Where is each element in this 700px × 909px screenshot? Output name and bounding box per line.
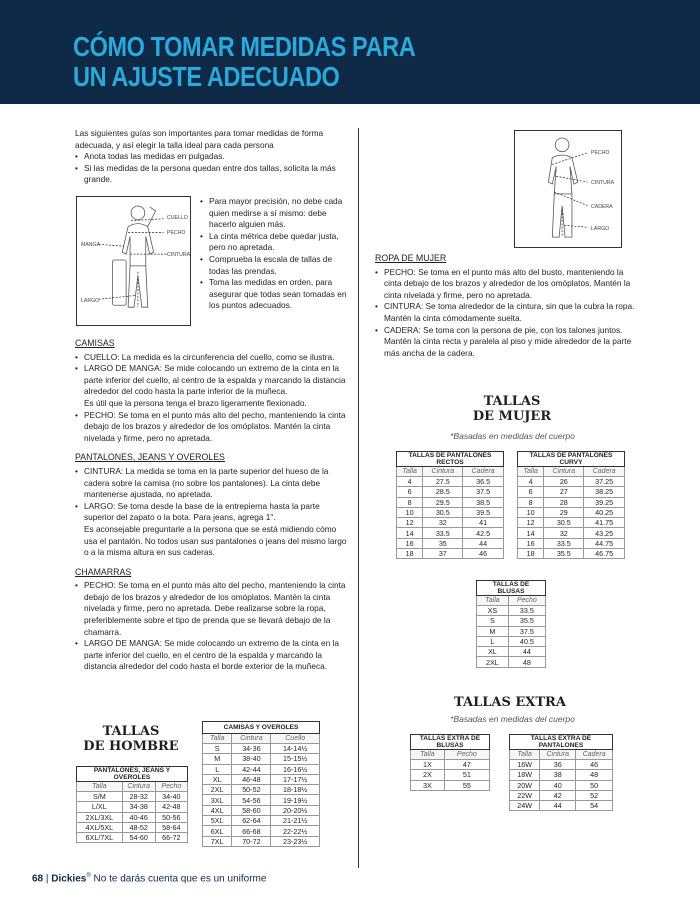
table-row	[477, 616, 546, 626]
table-cell: 34-38	[122, 802, 155, 812]
chamarras-list	[75, 580, 347, 673]
table-cell: 4XL	[203, 805, 232, 815]
table-cell: 14	[397, 528, 423, 538]
table-cell: 21-21½	[271, 816, 320, 826]
table-header: Cadera	[463, 467, 504, 477]
table-row	[203, 836, 320, 846]
label-cadera: CADERA	[591, 204, 613, 210]
table-cell: M	[477, 626, 509, 636]
table-row	[203, 795, 320, 805]
table-cell: 4XL/5XL	[77, 822, 123, 832]
table-cell: 12	[518, 518, 544, 528]
table-row	[510, 780, 613, 790]
table-header: Talla	[411, 750, 445, 760]
table-header: Cadera	[576, 750, 613, 760]
label-manga: MANGA	[81, 242, 101, 248]
table-cell: S/M	[77, 792, 123, 802]
table-cell: 40.5	[508, 636, 545, 646]
pantalones-list	[75, 466, 347, 559]
table-cell: 19-19½	[271, 795, 320, 805]
list-item	[75, 363, 347, 409]
label-largo: LARGO	[591, 226, 610, 232]
list-item: • PECHO: Se toma en el punto más alto del pecho, manteniendo la cinta debajo de los brazos y alrededor de los omóplatos. Mantén la cinta nivelada y firme, pero no apretada.	[75, 410, 347, 445]
table-cell: 6	[397, 487, 423, 497]
table-header: Talla	[77, 782, 123, 792]
table-header: Talla	[518, 467, 544, 477]
label-pecho: PECHO	[591, 150, 610, 156]
footer-separator: |	[45, 873, 49, 885]
table-cell: 46.75	[584, 549, 625, 559]
table-cell: 38.5	[463, 497, 504, 507]
table-cell: 15-15½	[271, 754, 320, 764]
table-cell: 52	[576, 790, 613, 800]
table-cell: 40-46	[122, 812, 155, 822]
table-cell: 2XL/3XL	[77, 812, 123, 822]
table-row	[477, 626, 546, 636]
table-cell: 36.5	[463, 477, 504, 487]
table-cell: 54	[576, 801, 613, 811]
table-row	[477, 657, 546, 667]
table-cell: 44	[540, 801, 576, 811]
table-cell: 2X	[411, 770, 445, 780]
table-row	[477, 606, 546, 616]
table-cell: 22-22½	[271, 826, 320, 836]
women-curvy-pants-table	[517, 451, 625, 559]
table-body	[77, 792, 188, 843]
table-body	[510, 760, 613, 811]
men-shirts-table	[202, 721, 320, 847]
table-cell: 48	[508, 657, 545, 667]
table-cell: 16	[518, 538, 544, 548]
table-row	[510, 770, 613, 780]
table-cell: 16	[397, 538, 423, 548]
mujer-list	[375, 267, 637, 360]
table-row	[203, 826, 320, 836]
footer-tagline: No te darás cuenta que es un uniforme	[93, 873, 267, 885]
table-row	[518, 538, 625, 548]
table-row	[77, 802, 188, 812]
table-cell: 44.75	[584, 538, 625, 548]
table-cell: 14-14½	[271, 744, 320, 754]
table-cell: 33.5	[544, 538, 584, 548]
table-row	[397, 528, 504, 538]
table-row	[397, 518, 504, 528]
table-cell: 18	[397, 549, 423, 559]
table-header: Cadera	[584, 467, 625, 477]
table-row	[411, 770, 490, 780]
list-item: • CINTURA: La medida se toma en la parte superior del hueso de la cadera sobre la camisa (no sobre los pantalones). La cinta debe mantenerse ajustada, no apretada.	[75, 466, 347, 501]
column-divider	[358, 128, 359, 868]
extra-pants-table	[509, 734, 613, 811]
table-row	[397, 477, 504, 487]
table-cell: 37.5	[508, 626, 545, 636]
table-cell: 54-60	[122, 833, 155, 843]
table-cell: 39.5	[463, 507, 504, 517]
table-header: Pecho	[155, 782, 187, 792]
table-row	[397, 549, 504, 559]
table-cell: 50-56	[155, 812, 187, 822]
table-cell: 16W	[510, 760, 540, 770]
table-row	[477, 647, 546, 657]
table-row	[510, 801, 613, 811]
label-largo: LARGO	[81, 298, 100, 304]
table-row	[77, 822, 188, 832]
table-caption: TALLAS DE PANTALONES RECTOS	[397, 452, 504, 467]
section-title-mujer: ROPA DE MUJER	[375, 253, 447, 263]
table-cell: 29.5	[423, 497, 463, 507]
table-cell: 27.5	[423, 477, 463, 487]
women-sizes-note: *Basadas en medidas del cuerpo	[450, 431, 575, 441]
title-line: TALLAS	[483, 394, 541, 409]
table-cell: 3XL	[203, 795, 232, 805]
table-caption: TALLAS EXTRA DE PANTALONES	[510, 735, 613, 750]
table-caption: TALLAS DE BLUSAS	[477, 581, 546, 596]
table-cell: 1X	[411, 760, 445, 770]
table-row	[518, 528, 625, 538]
table-cell: 66-68	[232, 826, 271, 836]
table-cell: 26	[544, 477, 584, 487]
title-line: TALLAS	[102, 724, 160, 739]
page-number: 68	[32, 873, 44, 885]
table-row	[203, 805, 320, 815]
table-row	[77, 792, 188, 802]
table-cell: 48	[576, 770, 613, 780]
women-blouses-table	[476, 580, 546, 668]
table-cell: 38	[540, 770, 576, 780]
table-row	[477, 636, 546, 646]
list-item: • Toma las medidas en orden, para asegurar que todas sean tomadas en los puntos adecuados.	[200, 277, 348, 312]
table-cell: 16-16½	[271, 764, 320, 774]
table-caption: CAMISAS Y OVEROLES	[203, 722, 320, 734]
table-row	[203, 744, 320, 754]
table-cell: 14	[518, 528, 544, 538]
table-cell: 3X	[411, 780, 445, 790]
men-pants-table	[76, 766, 188, 843]
registered-mark: ®	[86, 873, 91, 879]
table-header: Talla	[397, 467, 423, 477]
table-row	[518, 507, 625, 517]
right-text	[375, 251, 637, 359]
table-cell: 51	[444, 770, 489, 780]
table-cell: 44	[463, 538, 504, 548]
table-cell: 18W	[510, 770, 540, 780]
page-footer	[32, 873, 266, 884]
table-cell: 17-17½	[271, 774, 320, 784]
table-row	[510, 760, 613, 770]
table-row	[397, 507, 504, 517]
list-item-text: LARGO DE MANGA: Se mide colocando un extremo de la cinta en la parte inferior del cuello, al centro de la espalda y marcando la distancia alrededor del codo hasta la parte inferior de la muñeca.	[84, 363, 346, 397]
table-cell: 8	[397, 497, 423, 507]
table-row	[518, 549, 625, 559]
table-cell: 36	[540, 760, 576, 770]
table-cell: 46	[463, 549, 504, 559]
table-cell: 35.5	[544, 549, 584, 559]
table-cell: 44	[508, 647, 545, 657]
table-body	[477, 606, 546, 668]
extra-sizes-note: *Basadas en medidas del cuerpo	[450, 714, 575, 724]
table-body	[203, 744, 320, 847]
table-row	[518, 518, 625, 528]
table-cell: XL	[203, 774, 232, 784]
table-cell: 39.25	[584, 497, 625, 507]
table-cell: 8	[518, 497, 544, 507]
table-cell: 12	[397, 518, 423, 528]
table-cell: 58-60	[232, 805, 271, 815]
table-cell: 4	[518, 477, 544, 487]
table-caption: PANTALONES, JEANS Y OVEROLES	[77, 767, 188, 782]
title-line: DE MUJER	[472, 409, 552, 424]
table-cell: 42-44	[232, 764, 271, 774]
table-cell: 35.5	[508, 616, 545, 626]
man-measurement-figure	[76, 196, 191, 326]
table-body	[411, 760, 490, 791]
table-header: Pecho	[444, 750, 489, 760]
list-item: • Comprueba la escala de tallas de todas las prendas.	[200, 254, 348, 277]
label-cintura: CINTURA	[591, 180, 615, 186]
table-cell: 32	[544, 528, 584, 538]
table-cell: S	[203, 744, 232, 754]
table-cell: 30.5	[544, 518, 584, 528]
brand-name: Dickies	[51, 873, 87, 885]
table-body	[518, 477, 625, 559]
table-cell: 66-72	[155, 833, 187, 843]
table-cell: 34-40	[155, 792, 187, 802]
table-header: Cuello	[271, 734, 320, 744]
table-cell: 54-56	[232, 795, 271, 805]
table-header: Cintura	[232, 734, 271, 744]
table-row	[203, 774, 320, 784]
list-item: • La cinta métrica debe quedar justa, pero no apretada.	[200, 231, 348, 254]
table-cell: 24W	[510, 801, 540, 811]
list-item: • CADERA: Se toma con la persona de pie, con los talones juntos. Mantén la cinta recta y paralela al piso y mide alrededor de la parte más ancha de la cadera.	[375, 325, 637, 360]
table-cell: 42	[540, 790, 576, 800]
table-cell: 28.5	[423, 487, 463, 497]
table-cell: L/XL	[77, 802, 123, 812]
label-cuello: CUELLO	[167, 215, 188, 221]
table-cell: 20W	[510, 780, 540, 790]
table-cell: 55	[444, 780, 489, 790]
list-item: • Anota todas las medidas en pulgadas.	[75, 151, 347, 163]
table-caption: TALLAS DE PANTALONES CURVY	[518, 452, 625, 467]
table-row	[411, 780, 490, 790]
table-cell: 6	[518, 487, 544, 497]
list-item: • Para mayor precisión, no debe cada quien medirse a sí mismo: debe hacerlo alguien más.	[200, 196, 348, 231]
women-sizes-title	[452, 394, 572, 424]
table-cell: 33.5	[508, 606, 545, 616]
table-cell: 50	[576, 780, 613, 790]
label-pecho: PECHO	[167, 230, 186, 236]
table-cell: 6XL/7XL	[77, 833, 123, 843]
table-cell: 58-64	[155, 822, 187, 832]
table-cell: 5XL	[203, 816, 232, 826]
men-sizes-title	[76, 724, 186, 754]
table-cell: 46-48	[232, 774, 271, 784]
table-cell: 48-52	[122, 822, 155, 832]
table-cell: 23-23½	[271, 836, 320, 846]
table-cell: 41.75	[584, 518, 625, 528]
table-cell: 18-18½	[271, 785, 320, 795]
table-row	[203, 754, 320, 764]
table-header: Cintura	[122, 782, 155, 792]
table-row	[518, 497, 625, 507]
table-cell: 37	[423, 549, 463, 559]
list-item: • CINTURA: Se toma alrededor de la cintura, sin que la cubra la ropa. Mantén la cinta cómodamente suelta.	[375, 301, 637, 324]
table-cell: 35	[423, 538, 463, 548]
table-row	[510, 790, 613, 800]
intro-text: Las siguientes guías son importantes para tomar medidas de forma adecuada, y así elegir la talla ideal para cada persona	[75, 128, 324, 150]
page-title: CÓMO TOMAR MEDIDAS PARA UN AJUSTE ADECUADO	[73, 31, 416, 92]
page-header	[0, 0, 700, 104]
table-cell: 18	[518, 549, 544, 559]
table-cell: 42.5	[463, 528, 504, 538]
tips-list	[200, 196, 348, 312]
table-cell: L	[203, 764, 232, 774]
table-caption: TALLAS EXTRA DE BLUSAS	[411, 735, 490, 750]
table-header: Talla	[510, 750, 540, 760]
table-cell: 10	[397, 507, 423, 517]
table-cell: S	[477, 616, 509, 626]
table-cell: 50-52	[232, 785, 271, 795]
table-cell: 29	[544, 507, 584, 517]
list-item: • PECHO: Se toma en el punto más alto del pecho, manteniendo la cinta debajo de los brazos y alrededor de los omóplatos. Mantén la cinta nivelada y firme, pero no apretada. Debe realizarse sobre la ropa, preferiblemente sobre el tipo de prenda que se llevará debajo de la chamarra.	[75, 580, 347, 638]
list-item-note: Es útil que la persona tenga el brazo ligeramente flexionado.	[84, 397, 307, 408]
extra-blouses-table	[410, 734, 490, 791]
table-cell: 43.25	[584, 528, 625, 538]
table-header: Talla	[203, 734, 232, 744]
woman-measurement-figure	[514, 130, 622, 248]
table-cell: 22W	[510, 790, 540, 800]
table-cell: 62-64	[232, 816, 271, 826]
table-cell: 27	[544, 487, 584, 497]
table-row	[77, 812, 188, 822]
table-row	[518, 477, 625, 487]
table-row	[203, 785, 320, 795]
left-sections	[75, 330, 347, 673]
table-cell: 34-36	[232, 744, 271, 754]
table-cell: 28-32	[122, 792, 155, 802]
table-cell: 46	[576, 760, 613, 770]
table-body	[397, 477, 504, 559]
label-cintura: CINTURA	[167, 252, 191, 258]
table-header: Cintura	[423, 467, 463, 477]
table-row	[518, 487, 625, 497]
table-cell: 47	[444, 760, 489, 770]
table-row	[77, 833, 188, 843]
table-row	[203, 816, 320, 826]
intro-bullets	[75, 151, 347, 186]
table-cell: 2XL	[477, 657, 509, 667]
table-row	[203, 764, 320, 774]
list-item: • CUELLO: La medida es la circunferencia del cuello, como se ilustra.	[75, 352, 347, 364]
table-cell: 42-48	[155, 802, 187, 812]
table-cell: M	[203, 754, 232, 764]
section-title-pantalones: PANTALONES, JEANS Y OVEROLES	[75, 452, 225, 463]
table-row	[397, 497, 504, 507]
women-straight-pants-table	[396, 451, 504, 559]
table-row	[397, 538, 504, 548]
table-cell: 41	[463, 518, 504, 528]
section-title-camisas: CAMISAS	[75, 338, 115, 348]
table-cell: 7XL	[203, 836, 232, 846]
table-cell: 10	[518, 507, 544, 517]
table-row	[411, 760, 490, 770]
list-item-text: LARGO: Se toma desde la base de la entrepierna hasta la parte superior del zapato o la bota. Para jeans, agrega 1".	[84, 500, 320, 523]
table-cell: 33.5	[423, 528, 463, 538]
list-item: • LARGO DE MANGA: Se mide colocando un extremo de la cinta en la parte inferior del cuello, en el centro de la espalda y marcando la distancia alrededor del codo hasta el borde exterior de la muñeca.	[75, 638, 347, 673]
table-cell: 70-72	[232, 836, 271, 846]
table-cell: 32	[423, 518, 463, 528]
extra-sizes-title: TALLAS EXTRA	[454, 695, 566, 710]
table-header: Talla	[477, 596, 509, 606]
list-item	[75, 501, 347, 559]
table-cell: 28	[544, 497, 584, 507]
table-cell: 40.25	[584, 507, 625, 517]
table-header: Cintura	[544, 467, 584, 477]
table-cell: 4	[397, 477, 423, 487]
section-title-chamarras: CHAMARRAS	[75, 566, 132, 577]
list-item-note: Es aconsejable preguntarle a la persona que se está midiendo cómo usa el pantalón. No todos usan sus pantalones o jeans del mismo largo o a la misma altura en sus caderas.	[84, 523, 347, 558]
table-cell: XL	[477, 647, 509, 657]
table-cell: 37.25	[584, 477, 625, 487]
table-cell: L	[477, 636, 509, 646]
list-item: • Si las medidas de la persona quedan entre dos tallas, solicita la más grande.	[75, 163, 347, 186]
table-cell: 6XL	[203, 826, 232, 836]
table-cell: 40	[540, 780, 576, 790]
title-line: DE HOMBRE	[83, 739, 179, 754]
table-header: Cintura	[540, 750, 576, 760]
table-cell: 38.25	[584, 487, 625, 497]
table-header: Pecho	[508, 596, 545, 606]
table-row	[397, 487, 504, 497]
table-cell: 20-20½	[271, 805, 320, 815]
table-cell: 2XL	[203, 785, 232, 795]
table-cell: XS	[477, 606, 509, 616]
table-cell: 30.5	[423, 507, 463, 517]
camisas-list	[75, 352, 347, 445]
table-cell: 38-40	[232, 754, 271, 764]
table-cell: 37.5	[463, 487, 504, 497]
list-item: • PECHO: Se toma en el punto más alto del busto, manteniendo la cinta debajo de los brazos y alrededor de los omóplatos. Mantén la cinta nivelada y firme, pero no apretada.	[375, 267, 637, 302]
left-column	[75, 128, 347, 186]
